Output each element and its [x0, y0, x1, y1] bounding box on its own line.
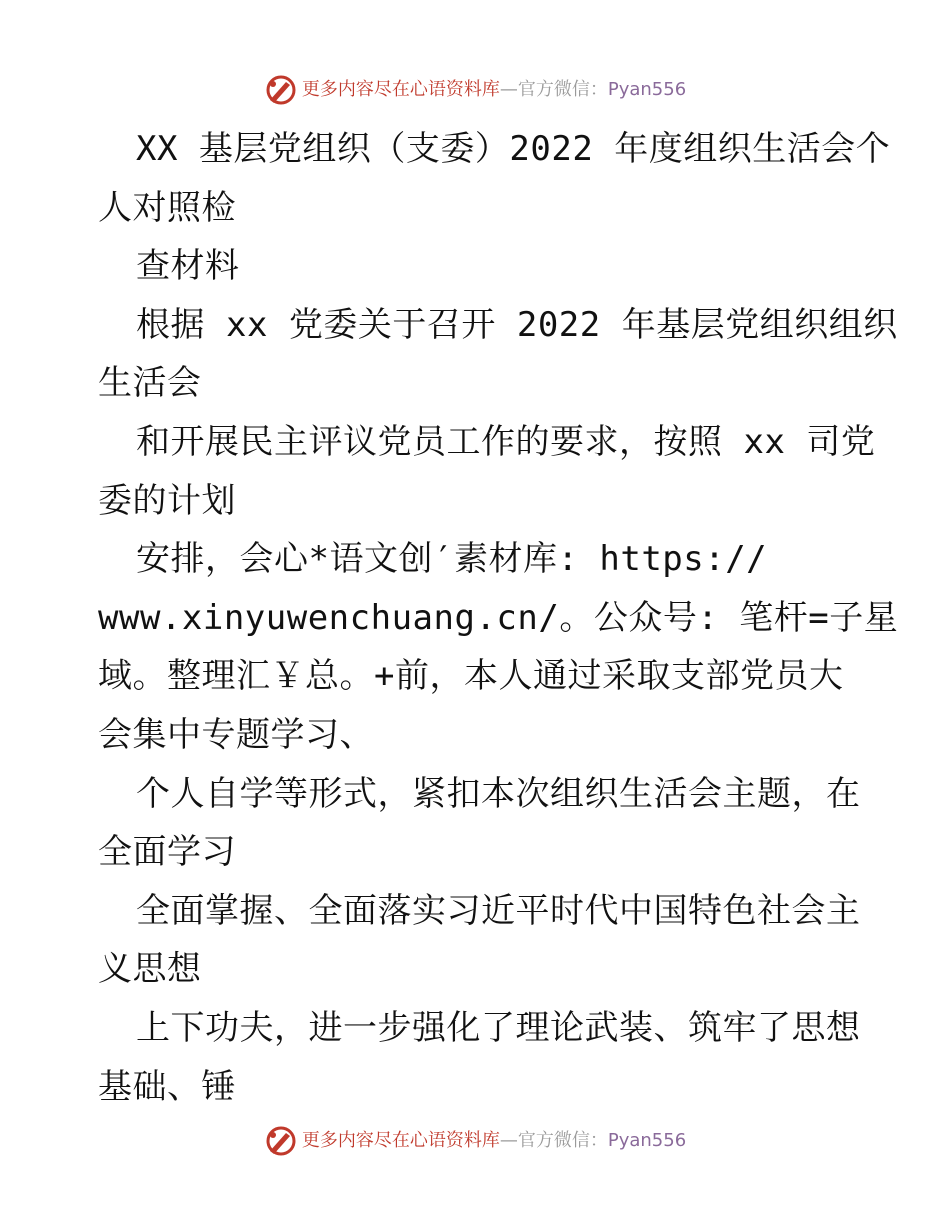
pen-circle-logo-icon [264, 1124, 298, 1158]
text-line: 全面学习 [98, 832, 236, 873]
watermark-grey-text: 官方微信： [517, 79, 608, 100]
watermark-red-text: 更多内容尽在心语资料库 [301, 79, 500, 100]
text-line: 会集中专题学习、 [98, 714, 374, 755]
text-line: 根据 xx 党委关于召开 2022 年基层党组织组织 [136, 304, 898, 345]
watermark-grey-text: 官方微信： [517, 1130, 608, 1151]
header-watermark [0, 73, 950, 107]
text-line: 生活会 [98, 363, 202, 404]
watermark-dash: — [499, 1130, 518, 1151]
text-line: 全面掌握、全面落实习近平时代中国特色社会主 [136, 890, 861, 931]
text-line: 个人自学等形式，紧扣本次组织生活会主题，在 [136, 773, 861, 814]
watermark-dash: — [499, 79, 518, 100]
document-body [98, 120, 899, 1116]
text-line: www.xinyuwenchuang.cn/。公众号: 笔杆=子星 [98, 597, 899, 638]
text-line: 人对照检 [98, 187, 236, 228]
text-line: 和开展民主评议党员工作的要求，按照 xx 司党 [136, 421, 876, 462]
text-line: 上下功夫，进一步强化了理论武装、筑牢了思想 [136, 1007, 861, 1048]
watermark-account: Pyan556 [607, 1130, 687, 1151]
watermark-red-text: 更多内容尽在心语资料库 [301, 1130, 500, 1151]
footer-watermark [0, 1124, 950, 1158]
pen-circle-logo-icon [264, 73, 298, 107]
text-line: 基础、锤 [98, 1066, 236, 1107]
text-line: 查材料 [136, 246, 240, 287]
watermark-account: Pyan556 [607, 79, 687, 100]
text-line: 安排，会心*语文创′素材库: https:// [136, 539, 768, 580]
text-line: 义思想 [98, 949, 202, 990]
text-line: 域。整理汇￥总。+前，本人通过采取支部党员大 [98, 656, 844, 697]
text-line: 委的计划 [98, 480, 236, 521]
text-line: XX 基层党组织（支委）2022 年度组织生活会个 [136, 129, 891, 169]
